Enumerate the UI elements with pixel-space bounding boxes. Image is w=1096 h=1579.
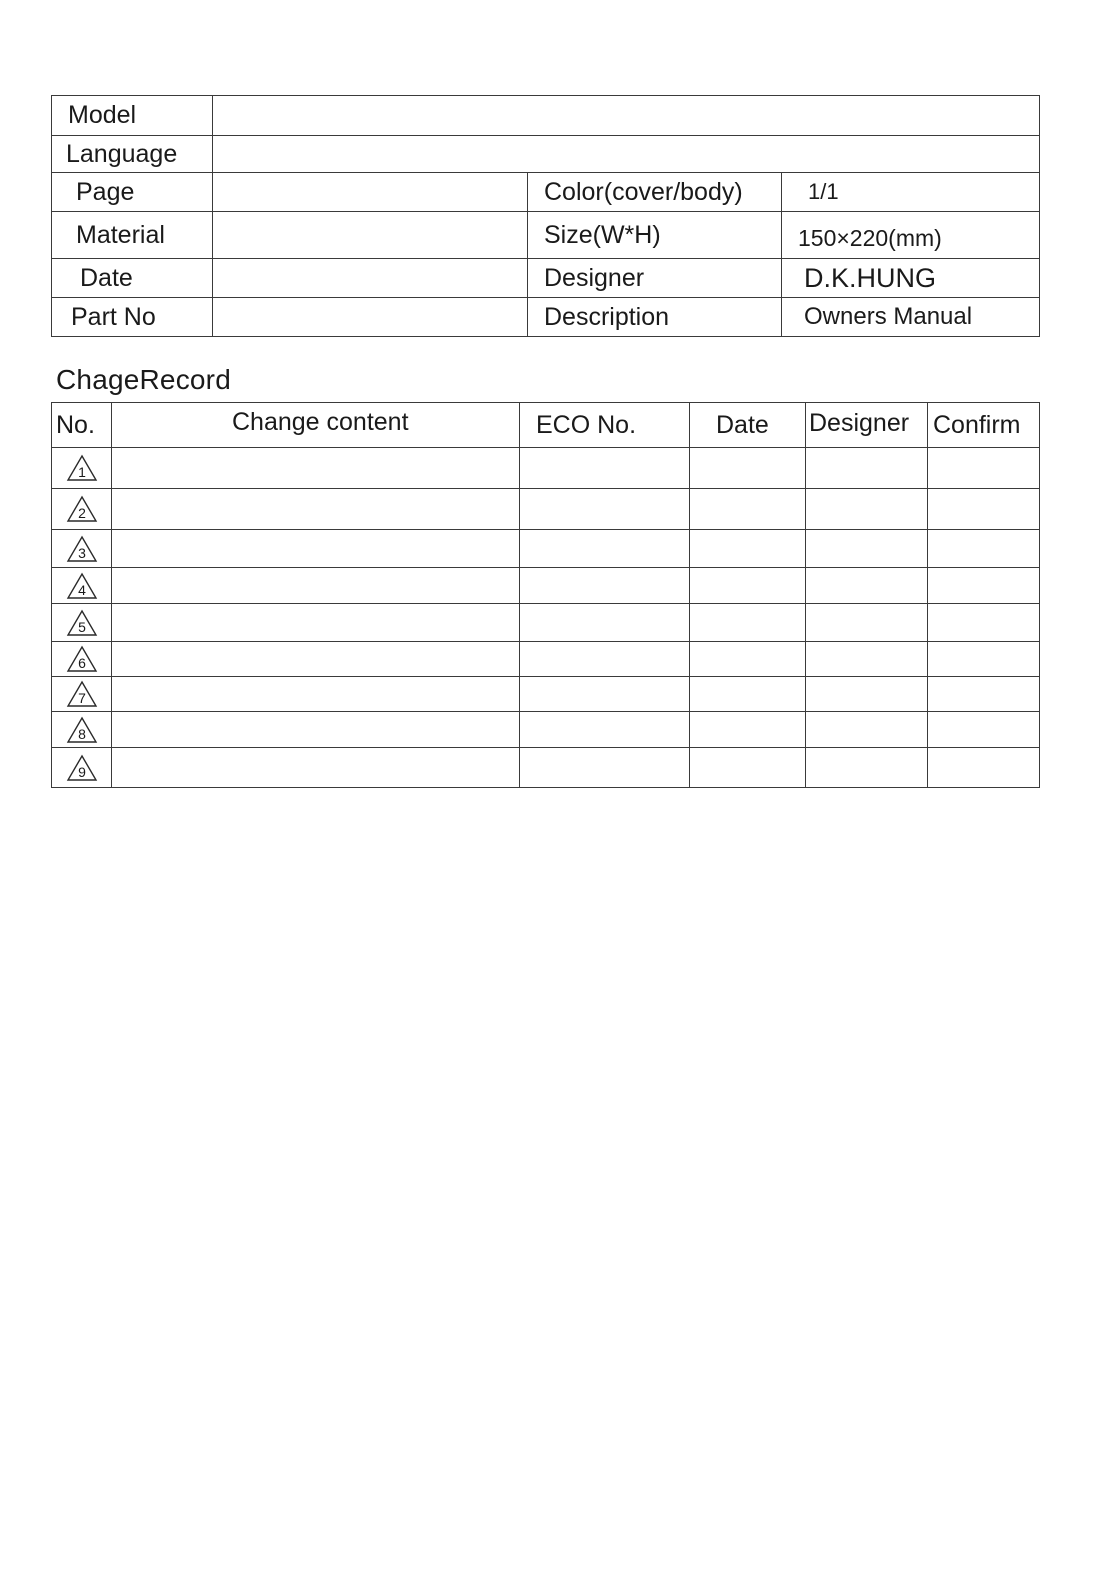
designer-cell bbox=[806, 568, 928, 604]
partno-label: Part No bbox=[52, 298, 213, 337]
revision-number-cell bbox=[52, 748, 112, 788]
revision-number: 3 bbox=[77, 544, 86, 561]
language-label: Language bbox=[52, 136, 213, 173]
designer-cell bbox=[806, 677, 928, 712]
revision-number-cell bbox=[52, 489, 112, 530]
change-content-cell bbox=[112, 448, 520, 489]
designer-cell bbox=[806, 712, 928, 748]
confirm-cell bbox=[928, 448, 1040, 489]
date-cell bbox=[690, 604, 806, 642]
header-date: Date bbox=[690, 403, 806, 448]
eco-no-cell bbox=[520, 448, 690, 489]
spec-row-partno bbox=[52, 298, 1040, 337]
table-row bbox=[52, 677, 1040, 712]
revision-number: 9 bbox=[77, 763, 86, 780]
material-label: Material bbox=[52, 212, 213, 259]
description-label: Description bbox=[528, 298, 782, 337]
date-cell bbox=[690, 568, 806, 604]
date-label: Date bbox=[52, 259, 213, 298]
size-label: Size(W*H) bbox=[528, 212, 782, 259]
change-record-body bbox=[52, 448, 1040, 788]
page-value bbox=[213, 173, 528, 212]
spec-row-material bbox=[52, 212, 1040, 259]
confirm-cell bbox=[928, 489, 1040, 530]
table-row bbox=[52, 748, 1040, 788]
revision-number: 7 bbox=[77, 690, 86, 706]
designer-label: Designer bbox=[528, 259, 782, 298]
change-record-title: ChageRecord bbox=[56, 364, 231, 395]
description-value: Owners Manual bbox=[782, 298, 1040, 337]
revision-triangle-icon bbox=[66, 495, 98, 523]
revision-number: 5 bbox=[77, 618, 86, 635]
revision-triangle-icon bbox=[66, 535, 98, 563]
eco-no-cell bbox=[520, 604, 690, 642]
table-row bbox=[52, 448, 1040, 489]
change-record-table bbox=[51, 402, 1040, 788]
revision-number-cell bbox=[52, 604, 112, 642]
designer-cell bbox=[806, 642, 928, 677]
date-cell bbox=[690, 530, 806, 568]
eco-no-cell bbox=[520, 748, 690, 788]
table-row bbox=[52, 604, 1040, 642]
revision-number: 6 bbox=[77, 655, 86, 671]
revision-triangle-icon bbox=[66, 454, 98, 482]
change-content-cell bbox=[112, 604, 520, 642]
confirm-cell bbox=[928, 748, 1040, 788]
header-no: No. bbox=[52, 403, 112, 448]
date-cell bbox=[690, 489, 806, 530]
change-content-cell bbox=[112, 530, 520, 568]
designer-value: D.K.HUNG bbox=[782, 259, 1040, 298]
revision-triangle-icon bbox=[66, 680, 98, 708]
table-row bbox=[52, 530, 1040, 568]
revision-number: 1 bbox=[77, 464, 86, 480]
change-content-cell bbox=[112, 748, 520, 788]
header-confirm: Confirm bbox=[928, 403, 1040, 448]
revision-number: 2 bbox=[77, 505, 86, 521]
change-record-header-row bbox=[52, 403, 1040, 448]
eco-no-cell bbox=[520, 712, 690, 748]
spec-table bbox=[51, 95, 1040, 337]
color-label: Color(cover/body) bbox=[528, 173, 782, 212]
spec-row-date bbox=[52, 259, 1040, 298]
revision-number-cell bbox=[52, 448, 112, 489]
confirm-cell bbox=[928, 568, 1040, 604]
revision-triangle-icon bbox=[66, 572, 98, 600]
revision-number: 8 bbox=[77, 725, 86, 742]
eco-no-cell bbox=[520, 489, 690, 530]
revision-number-cell bbox=[52, 530, 112, 568]
revision-number: 4 bbox=[77, 581, 86, 598]
change-content-cell bbox=[112, 642, 520, 677]
designer-cell bbox=[806, 448, 928, 489]
header-designer: Designer bbox=[806, 403, 928, 448]
header-change-content: Change content bbox=[112, 403, 520, 448]
confirm-cell bbox=[928, 604, 1040, 642]
revision-number-cell bbox=[52, 568, 112, 604]
page-label: Page bbox=[52, 173, 213, 212]
revision-triangle-icon bbox=[66, 609, 98, 637]
confirm-cell bbox=[928, 712, 1040, 748]
designer-cell bbox=[806, 604, 928, 642]
date-cell bbox=[690, 677, 806, 712]
table-row bbox=[52, 642, 1040, 677]
eco-no-cell bbox=[520, 642, 690, 677]
model-label: Model bbox=[52, 96, 213, 136]
revision-number-cell bbox=[52, 712, 112, 748]
partno-value bbox=[213, 298, 528, 337]
eco-no-cell bbox=[520, 568, 690, 604]
revision-triangle-icon bbox=[66, 645, 98, 673]
spec-row-language bbox=[52, 136, 1040, 173]
eco-no-cell bbox=[520, 677, 690, 712]
eco-no-cell bbox=[520, 530, 690, 568]
change-content-cell bbox=[112, 712, 520, 748]
change-content-cell bbox=[112, 568, 520, 604]
revision-number-cell bbox=[52, 642, 112, 677]
confirm-cell bbox=[928, 677, 1040, 712]
date-cell bbox=[690, 448, 806, 489]
model-value bbox=[213, 96, 1040, 136]
table-row bbox=[52, 568, 1040, 604]
revision-triangle-icon bbox=[66, 754, 98, 782]
language-value bbox=[213, 136, 1040, 173]
size-value: 150×220(mm) bbox=[782, 212, 1040, 259]
date-value bbox=[213, 259, 528, 298]
revision-number-cell bbox=[52, 677, 112, 712]
date-cell bbox=[690, 712, 806, 748]
table-row bbox=[52, 712, 1040, 748]
confirm-cell bbox=[928, 642, 1040, 677]
designer-cell bbox=[806, 530, 928, 568]
confirm-cell bbox=[928, 530, 1040, 568]
revision-triangle-icon bbox=[66, 716, 98, 744]
designer-cell bbox=[806, 489, 928, 530]
header-eco-no: ECO No. bbox=[520, 403, 690, 448]
change-content-cell bbox=[112, 677, 520, 712]
table-row bbox=[52, 489, 1040, 530]
date-cell bbox=[690, 642, 806, 677]
change-content-cell bbox=[112, 489, 520, 530]
designer-cell bbox=[806, 748, 928, 788]
date-cell bbox=[690, 748, 806, 788]
material-value bbox=[213, 212, 528, 259]
color-value: 1/1 bbox=[782, 173, 1040, 212]
spec-row-page bbox=[52, 173, 1040, 212]
spec-row-model bbox=[52, 96, 1040, 136]
